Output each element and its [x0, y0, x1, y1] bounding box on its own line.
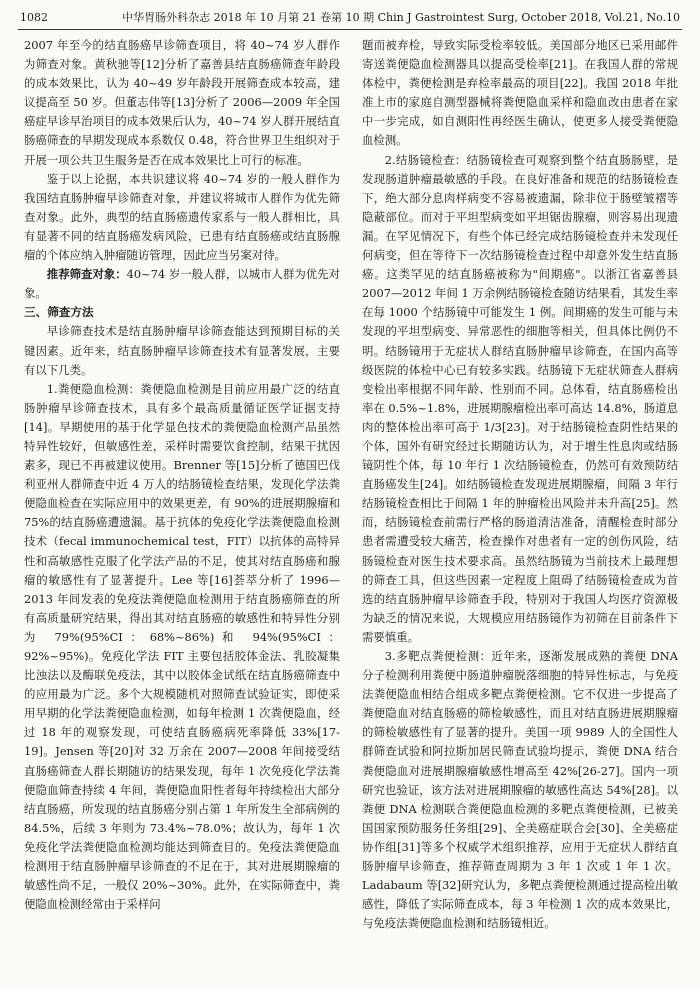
left-column	[24, 36, 340, 981]
journal-citation-line: 中华胃肠外科杂志 2018 年 10 月第 21 卷第 10 期 Chin J Gastrointest Surg, October 2018, Vol.21, No.10	[122, 11, 680, 24]
paragraph-fecal-occult-blood: 1.粪便隐血检测：粪便隐血检测是目前应用最广泛的结直肠肿瘤早诊筛查技术，具有多个最高质量循证医学证据支持[14]。早期使用的基于化学显色技术的粪便隐血检测产品虽然特异性较好，但敏感性差，采样时需要饮食控制，结果干扰因素多，现已不再被建议使用。Brenner 等[15]分析了德国巴伐利亚州人群筛查中近 4 万人的结肠镜检查结果，发现化学法粪便隐血检查在实际应用中的效果更差，有 90%的进展期腺瘤和 75%的结直肠癌遭遗漏。基于抗体的免疫化学法粪便隐血检测技术（fecal immunochemical test，FIT）以抗体的高特异性和高敏感性克服了化学法产品的不足，使其对结直肠癌和腺瘤的敏感性有了显著提升。Lee 等[16]荟萃分析了 1996—2013 年间发表的免疫法粪便隐血检测用于结直肠癌筛查的所有高质量研究结果，得出其对结直肠癌的敏感性和特异性分别为 79%(95%CI：68%~86%)和 94%(95%CI：92%~95%)。免疫化学法 FIT 主要包括胶体金法、乳胶凝集比浊法以及酶联免疫法，其中以胶体金试纸在结直肠癌筛查中的应用最为广泛。多个大规模随机对照筛查试验证实，即使采用早期的化学法粪便隐血检测，如每年检测 1 次粪便隐血，经过 18 年的观察发现，可使结直肠癌病死率降低 33%[17-19]。Jensen 等[20]对 32 万余在 2007—2008 年间接受结直肠癌筛查人群长期随访的结果发现，每年 1 次免疫化学法粪便隐血筛查持续 4 年间，粪便隐血阳性者每年持续检出大部分结直肠癌，所发现的结直肠癌分别占第 1 年所发生全部病例的 84.5%，后续 3 年则为 73.4%~78.0%；故认为，每年 1 次免疫化学法粪便隐血检测均能达到筛查目的。免疫法粪便隐血检测用于结直肠肿瘤早诊筛查的不足在于，其对进展期腺瘤的敏感性尚不足，一般仅 20%~30%。此外，在实际筛查中，粪便隐血检测经常由于采样问	[24, 381, 340, 912]
paragraph-multitarget-stool: 3.多靶点粪便检测：近年来，逐渐发展成熟的粪便 DNA 分子检测利用粪便中肠道肿瘤脱落细胞的特异性标志，与免疫法粪便隐血相结合组成多靶点粪便检测。它不仅进一步提高了粪便隐血对结直肠癌的筛检敏感性，而且对结直肠进展期腺瘤的筛检敏感性有了显著的提升。美国一项 9989 人的全国性人群筛查试验和阿拉斯加居民筛查试验均提示，粪便 DNA 结合粪便隐血对进展期腺瘤敏感性增高至 42%[26-27]。国内一项研究也验证，该方法对进展期腺瘤的敏感性高达 54%[28]。以粪便 DNA 检测联合粪便隐血检测的多靶点粪便检测，已被美国国家预防服务任务组[29]、全美癌症联合会[30]、全美癌症协作组[31]等多个权威学术组织推荐，应用于无症状人群结直肠肿瘤早诊筛查，推荐筛查周期为 3 年 1 次或 1 年 1 次。Ladabaum 等[32]研究认为，多靶点粪便检测通过提高检出敏感性，降低了实际筛查成本，每 3 年检测 1 次的成本效果比，与免疫法粪便隐血检测和结肠镜相近。	[362, 649, 678, 931]
right-column	[362, 36, 678, 981]
recommendation-text: 40~74 岁一般人群，以城市人群为优先对象。	[24, 267, 340, 301]
section-heading: 三、筛查方法	[24, 305, 94, 320]
paragraph-recommended-targets	[24, 265, 340, 303]
page-number: 1082	[20, 11, 48, 24]
paragraph-continuation: 题而被弃检，导致实际受检率较低。美国部分地区已采用邮件寄送粪便隐血检测器具以提高受检率[21]。在我国人群的常规体检中，粪便检测是弃检率最高的项目[22]。我国 2018 年批准上市的家庭自测型器械将粪便隐血采样和隐血改由患者在家中一步完成，如自测阳性再经医生确认，使更多人接受粪便隐血检测。	[362, 38, 678, 148]
recommendation-lead: 推荐筛查对象：	[46, 267, 127, 282]
paragraph-consensus-recommendation: 鉴于以上论据，本共识建议将 40~74 岁的一般人群作为我国结直肠肿瘤早诊筛查对象，并建议将城市人群作为优先筛查对象。此外，典型的结直肠癌遗传家系与一般人群相比，具有显著不同的结直肠癌发病风险，已患有结直肠癌或结直肠腺瘤的个体应纳入肿瘤随访管理，因此应当另案对待。	[24, 171, 340, 263]
paragraph-methods-intro: 早诊筛查技术是结直肠肿瘤早诊筛查能达到预期目标的关键因素。近年来，结直肠肿瘤早诊筛查技术有显著发展，主要有以下几类。	[24, 324, 340, 377]
paragraph-colonoscopy: 2.结肠镜检查：结肠镜检查可观察到整个结直肠肠壁，是发现肠道肿瘤最敏感的手段。在良好准备和规范的结肠镜检查下，绝大部分息肉样病变不容易被遗漏，除非位于肠壁皱褶等隐蔽部位。而对于平坦型病变如平坦锯齿腺瘤，则容易出现遗漏。在罕见情况下，有些个体已经完成结肠镜检查并未发现任何病变，但在等待下一次结肠镜检查过程中却意外发生结直肠癌。这类罕见的结直肠癌被称为"间期癌"。以浙江省嘉善县 2007—2012 年间 1 万余例结肠镜检查随访结果看，其发生率在每 1000 个结肠镜中可能发生 1 例。间期癌的发生可能与未发现的平坦型病变、异常恶性的细胞等相关，但具体比例仍不明。结肠镜用于无症状人群结直肠肿瘤早诊筛查，在国内高等级医院的体检中心已有较多实践。结肠镜下无症状筛查人群病变检出率根据不同年龄、性别而不同。总体看，结直肠癌检出率在 0.5%~1.8%，进展期腺瘤检出率可高达 14.8%，肠道息肉的整体检出率可高于 1/3[23]。对于结肠镜检查阴性结果的个体，国外有研究经过长期随访认为，对于增生性息肉或结肠镜阴性个体，每 10 年行 1 次结肠镜检查，仍然可有效预防结直肠癌发生[24]。如结肠镜检查发现进展期腺瘤，间隔 3 年行结肠镜检查相比于间隔 1 年的肿瘤检出风险并未升高[25]。然而，结肠镜检查前需行严格的肠道清洁准备，清醒检查时部分患者需遭受较大痛苦，检查操作对患者有一定的创伤风险，结肠镜检查对医生技术要求高。虽然结肠镜为当前技术上最理想的筛查工具，但这些因素一定程度上阻碍了结肠镜检查成为首选的结直肠肿瘤早诊筛查手段，特别对于我国人均医疗资源极为缺乏的情况来说，大规模应用结肠镜作为初筛在目前条件下需要慎重。	[362, 152, 678, 644]
paragraph-continuation: 2007 年至今的结直肠癌早诊筛查项目，将 40~74 岁人群作为筛查对象。黄秋驰等[12]分析了嘉善县结直肠癌筛查年龄段的成本效果比，认为 40~49 岁年龄段开展筛查成本较高，建议提高至 50 岁。但董志伟等[13]分析了 2006—2009 年全国癌症早诊早治项目的成本效果后认为，40~74 岁人群开展结直肠癌筛查的早期发现成本系数仅 0.48，符合世界卫生组织对于开展一项公共卫生服务是否在成本效果比上可行的标准。	[24, 38, 340, 167]
running-header	[18, 9, 682, 30]
